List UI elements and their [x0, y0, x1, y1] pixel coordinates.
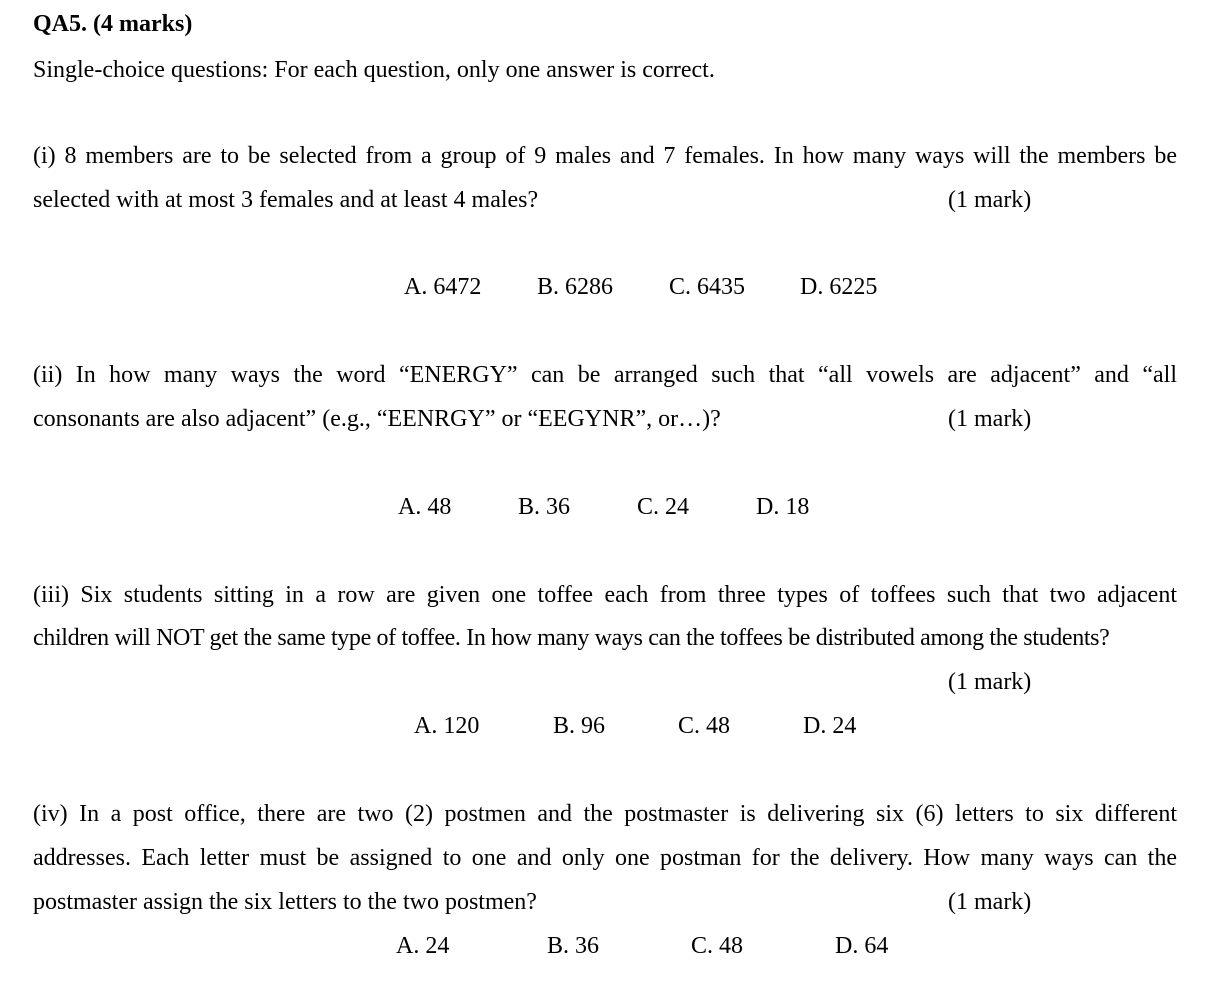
- question-4-line-3: postmaster assign the six letters to the two postmen?: [33, 889, 537, 915]
- instructions: Single-choice questions: For each question, only one answer is correct.: [33, 57, 715, 83]
- question-2-option-c[interactable]: C. 24: [637, 494, 690, 520]
- question-3-option-d[interactable]: D. 24: [803, 713, 857, 739]
- question-1-line-2: selected with at most 3 females and at least 4 males?: [33, 187, 539, 213]
- question-1-option-d[interactable]: D. 6225: [800, 274, 878, 300]
- question-1-line-1: (i) 8 members are to be selected from a group of 9 males and 7 females. In how many ways will the members be: [33, 143, 1177, 169]
- question-2-option-a[interactable]: A. 48: [398, 494, 452, 520]
- question-1-option-c[interactable]: C. 6435: [669, 274, 746, 300]
- question-4-option-b[interactable]: B. 36: [547, 933, 600, 959]
- question-4-option-a[interactable]: A. 24: [396, 933, 450, 959]
- question-4-line-2: addresses. Each letter must be assigned to one and only one postman for the delivery. How many ways can the: [33, 845, 1177, 871]
- question-4-option-c[interactable]: C. 48: [691, 933, 744, 959]
- question-4-line-1: (iv) In a post office, there are two (2) postmen and the postmaster is delivering six (6) letters to six different: [33, 801, 1177, 827]
- question-4-option-d[interactable]: D. 64: [835, 933, 889, 959]
- question-title: QA5. (4 marks): [33, 11, 193, 37]
- question-3-line-1: (iii) Six students sitting in a row are given one toffee each from three types of toffees such that two adjacent: [33, 582, 1177, 608]
- question-3-option-b[interactable]: B. 96: [553, 713, 606, 739]
- question-3-marks: (1 mark): [948, 669, 1032, 695]
- question-3-line-2: children will NOT get the same type of toffee. In how many ways can the toffees be distributed among the students?: [33, 625, 1110, 651]
- question-1-option-a[interactable]: A. 6472: [404, 274, 482, 300]
- question-2-option-b[interactable]: B. 36: [518, 494, 571, 520]
- question-2-option-d[interactable]: D. 18: [756, 494, 810, 520]
- question-1-option-b[interactable]: B. 6286: [537, 274, 614, 300]
- question-1-marks: (1 mark): [948, 187, 1032, 213]
- question-2-line-2: consonants are also adjacent” (e.g., “EENRGY” or “EEGYNR”, or…)?: [33, 406, 721, 432]
- question-2-marks: (1 mark): [948, 406, 1032, 432]
- question-3-option-c[interactable]: C. 48: [678, 713, 731, 739]
- question-4-marks: (1 mark): [948, 889, 1032, 915]
- question-3-option-a[interactable]: A. 120: [414, 713, 480, 739]
- question-2-line-1: (ii) In how many ways the word “ENERGY” can be arranged such that “all vowels are adjacent” and “all: [33, 362, 1177, 388]
